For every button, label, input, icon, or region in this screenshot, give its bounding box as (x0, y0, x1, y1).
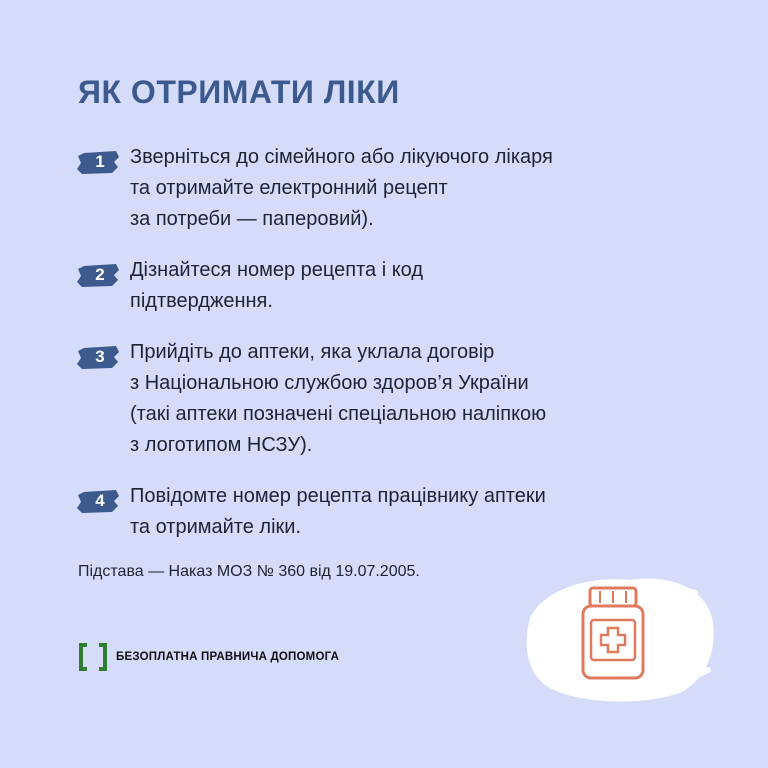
step-number-badge: 1 (76, 148, 120, 176)
step-item (76, 142, 716, 235)
step-text: Дізнайтеся номер рецепта і код підтвердження. (130, 259, 424, 312)
brand-name: БЕЗОПЛАТНА ПРАВНИЧА ДОПОМОГА (116, 651, 340, 663)
medicine-bottle-icon (520, 558, 720, 708)
step-number-badge: 4 (76, 487, 120, 515)
page-title: ЯК ОТРИМАТИ ЛІКИ (78, 74, 400, 110)
step-text: Зверніться до сімейного або лікуючого лікаря та отримайте електронний рецепт за потреби — паперовий). (130, 146, 553, 230)
step-number-badge: 2 (76, 261, 120, 289)
green-bracket-logo-icon (78, 643, 108, 671)
legal-basis-note: Підстава — Наказ МОЗ № 360 від 19.07.2005. (78, 563, 420, 580)
step-text: Повідомте номер рецепта працівнику аптеки та отримайте ліки. (130, 485, 546, 538)
brand-footer (78, 643, 339, 671)
step-item (76, 255, 716, 317)
medicine-bottle-illustration (520, 558, 720, 708)
steps-list (76, 142, 716, 563)
step-item (76, 337, 716, 461)
step-text: Прийдіть до аптеки, яка уклала договір з Національною службою здоров’я України (такі аптеки позначені спеціальною наліпкою з логотипом НСЗУ). (130, 341, 547, 456)
step-number-badge: 3 (76, 343, 120, 371)
step-item (76, 481, 716, 543)
